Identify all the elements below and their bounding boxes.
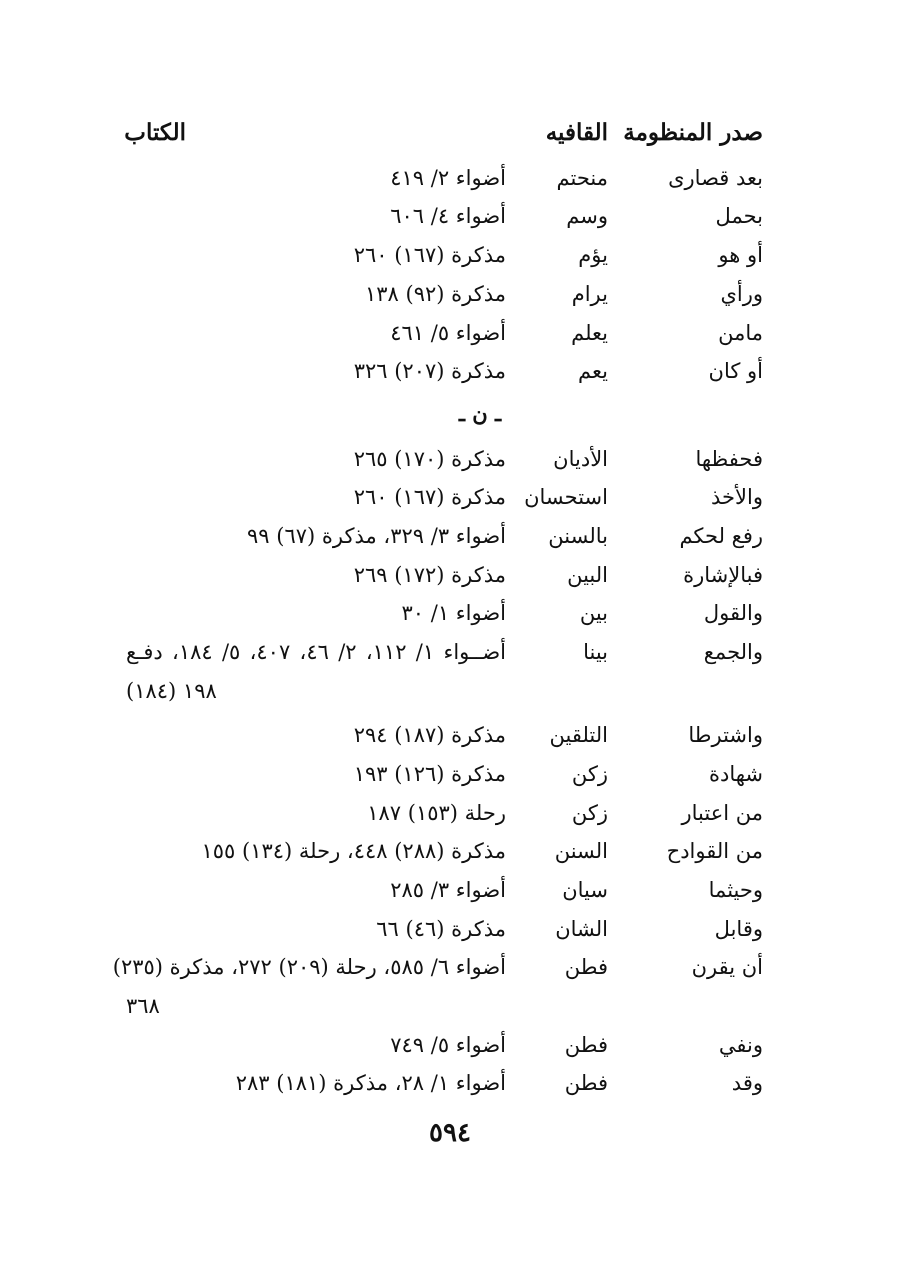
sadr-cell: واشترطا — [688, 723, 763, 747]
table-row — [0, 314, 900, 352]
qafia-cell: بالسنن — [548, 524, 608, 548]
book-cell: أضــواء ١/ ١١٢، ٢/ ٤٦، ٤٠٧، ٥/ ١٨٤، دفـع — [126, 640, 506, 664]
sadr-cell: والقول — [703, 601, 763, 625]
table-row — [0, 910, 900, 948]
table-row-continuation — [0, 987, 900, 1025]
sadr-cell: أو هو — [718, 243, 763, 267]
qafia-cell: استحسان — [524, 485, 608, 509]
book-cell: أضواء ٦/ ٥٨٥، رحلة (٢٠٩) ٢٧٢، مذكرة (٢٣٥) — [112, 955, 506, 979]
table-row — [0, 755, 900, 793]
qafia-cell: التلقين — [549, 723, 608, 747]
section-letter: ـ ن ـ — [458, 401, 502, 426]
table-row — [0, 275, 900, 313]
qafia-cell: يرام — [571, 282, 608, 306]
table-row — [0, 633, 900, 671]
qafia-cell: وسم — [566, 204, 608, 228]
table-row — [0, 794, 900, 832]
book-cell: أضواء ١/ ٣٠ — [401, 601, 506, 625]
book-cell: مذكرة (٢٨٨) ٤٤٨، رحلة (١٣٤) ١٥٥ — [201, 839, 506, 863]
sadr-cell: وقد — [731, 1071, 763, 1095]
qafia-cell: فطن — [564, 1033, 608, 1057]
book-cell: أضواء ١/ ٢٨، مذكرة (١٨١) ٢٨٣ — [235, 1071, 506, 1095]
table-header — [0, 114, 900, 152]
book-cell: مذكرة (١٢٦) ١٩٣ — [353, 762, 506, 786]
table-row — [0, 352, 900, 390]
book-cell: مذكرة (٢٠٧) ٣٢٦ — [353, 359, 506, 383]
qafia-cell: بينا — [583, 640, 608, 664]
table-row-continuation — [0, 672, 900, 710]
qafia-cell: يؤم — [578, 243, 608, 267]
sadr-cell: فحفظها — [695, 447, 763, 471]
qafia-cell: يعم — [578, 359, 608, 383]
header-qafia: القافيه — [545, 119, 608, 146]
sadr-cell: من القوادح — [666, 839, 763, 863]
table-row — [0, 1026, 900, 1064]
table-row — [0, 948, 900, 986]
book-cell: مذكرة (١٧٢) ٢٦٩ — [353, 563, 506, 587]
sadr-cell: والأخذ — [711, 485, 763, 509]
qafia-cell: فطن — [564, 1071, 608, 1095]
table-row — [0, 716, 900, 754]
book-cell-continuation: ١٩٨ (١٨٤) — [126, 679, 217, 703]
page-number: ٥٩٤ — [429, 1118, 471, 1148]
book-cell: مذكرة (١٧٠) ٢٦٥ — [353, 447, 506, 471]
table-row — [0, 197, 900, 235]
table-row — [0, 236, 900, 274]
qafia-cell: يعلم — [571, 321, 608, 345]
qafia-cell: البين — [567, 563, 608, 587]
sadr-cell: رفع لحكم — [679, 524, 763, 548]
book-cell: أضواء ٣/ ٣٢٩، مذكرة (٦٧) ٩٩ — [247, 524, 506, 548]
sadr-cell: شهادة — [708, 762, 763, 786]
sadr-cell: والجمع — [703, 640, 763, 664]
qafia-cell: بين — [579, 601, 608, 625]
qafia-cell: السنن — [554, 839, 608, 863]
table-row — [0, 594, 900, 632]
book-cell: مذكرة (١٦٧) ٢٦٠ — [353, 485, 506, 509]
sadr-cell: وحيثما — [708, 878, 763, 902]
sadr-cell: وقابل — [714, 917, 763, 941]
book-cell: أضواء ٥/ ٧٤٩ — [390, 1033, 506, 1057]
qafia-cell: سيان — [562, 878, 608, 902]
sadr-cell: ونفي — [718, 1033, 763, 1057]
qafia-cell: الشان — [555, 917, 608, 941]
book-cell: مذكرة (١٦٧) ٢٦٠ — [353, 243, 506, 267]
header-sadr: صدر المنظومة — [623, 119, 763, 146]
table-row — [0, 440, 900, 478]
table-row — [0, 832, 900, 870]
table-row — [0, 1064, 900, 1102]
qafia-cell: الأديان — [553, 447, 608, 471]
qafia-cell: زكن — [571, 762, 608, 786]
qafia-cell: زكن — [571, 801, 608, 825]
book-cell: أضواء ٤/ ٦٠٦ — [390, 204, 506, 228]
book-cell: رحلة (١٥٣) ١٨٧ — [367, 801, 506, 825]
qafia-cell: منحتم — [556, 166, 608, 190]
sadr-cell: من اعتبار — [681, 801, 763, 825]
qafia-cell: فطن — [564, 955, 608, 979]
book-cell: أضواء ٣/ ٢٨٥ — [390, 878, 506, 902]
sadr-cell: بحمل — [715, 204, 763, 228]
table-row — [0, 556, 900, 594]
table-row — [0, 871, 900, 909]
book-cell: أضواء ٥/ ٤٦١ — [390, 321, 506, 345]
book-cell: مذكرة (٤٦) ٦٦ — [376, 917, 506, 941]
sadr-cell: أو كان — [708, 359, 763, 383]
book-cell: مذكرة (١٨٧) ٢٩٤ — [353, 723, 506, 747]
book-cell-continuation: ٣٦٨ — [126, 994, 160, 1018]
sadr-cell: مامن — [718, 321, 763, 345]
sadr-cell: فبالإشارة — [683, 563, 763, 587]
sadr-cell: ورأي — [720, 282, 763, 306]
table-row — [0, 478, 900, 516]
sadr-cell: بعد قصارى — [668, 166, 763, 190]
table-row — [0, 159, 900, 197]
book-cell: أضواء ٢/ ٤١٩ — [390, 166, 506, 190]
table-row — [0, 517, 900, 555]
sadr-cell: أن يقرن — [691, 955, 763, 979]
book-cell: مذكرة (٩٢) ١٣٨ — [364, 282, 506, 306]
section-heading-noon — [0, 395, 900, 433]
header-book: الكتاب — [124, 119, 186, 146]
